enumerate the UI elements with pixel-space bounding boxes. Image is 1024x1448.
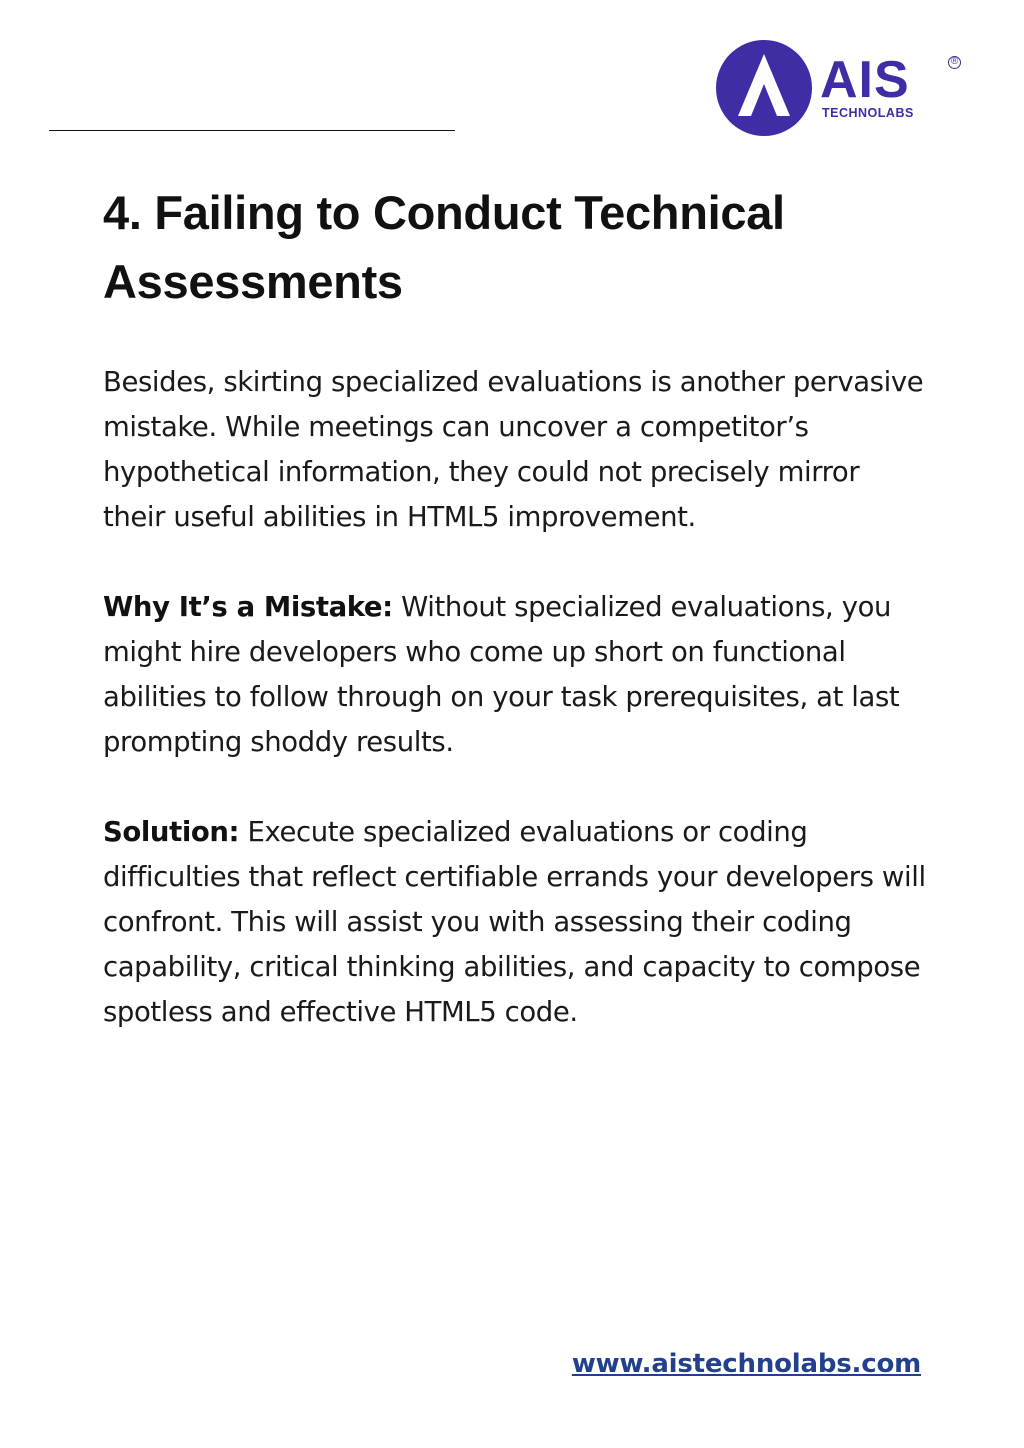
logo-wordmark: AIS — [820, 51, 910, 109]
solution-text: Execute specialized evaluations or coding difficulties that reflect certifiable errands your developers will confront. This will assist you with assessing their coding capability, critical thinking abilities, and capacity to compose spotless and effective HTML5 code. — [103, 816, 926, 1028]
ais-logo-mark-icon — [716, 40, 812, 136]
solution-label: Solution: — [103, 816, 240, 848]
page-title: 4. Failing to Conduct Technical Assessments — [103, 186, 785, 308]
header-divider — [49, 130, 455, 131]
article-body — [103, 360, 928, 1080]
solution-paragraph — [103, 810, 928, 1035]
ais-technolabs-logo — [716, 40, 966, 140]
logo-tagline: TECHNOLABS — [822, 106, 914, 120]
registered-mark: ® — [948, 56, 961, 69]
why-mistake-text: Without specialized evaluations, you might hire developers who come up short on functional abilities to follow through on your task prerequisites, at last prompting shoddy results. — [103, 591, 900, 758]
website-link[interactable]: www.aistechnolabs.com — [571, 1349, 921, 1379]
why-mistake-paragraph — [103, 585, 928, 765]
intro-paragraph: Besides, skirting specialized evaluations is another pervasive mistake. While meetings can uncover a competitor’s hypothetical information, they could not precisely mirror their useful abilities in HTML5 improvement. — [103, 366, 924, 533]
why-mistake-label: Why It’s a Mistake: — [103, 591, 393, 623]
